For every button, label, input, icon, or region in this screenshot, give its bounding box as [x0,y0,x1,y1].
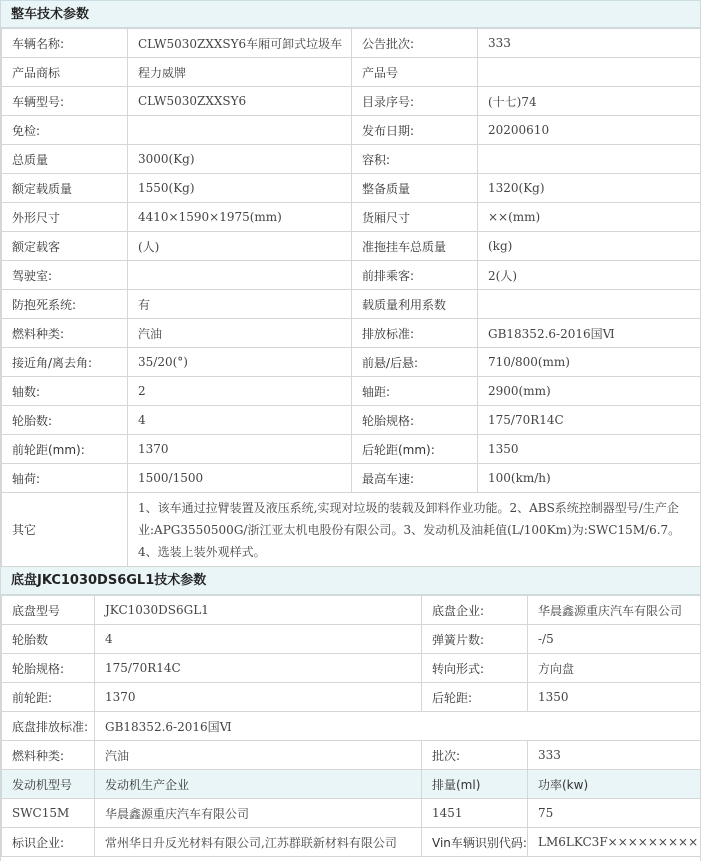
field-label: 防抱死系统: [2,290,128,319]
field-value: 2(人) [478,261,701,290]
field-label: 前轮距(mm): [2,435,128,464]
field-label: 后轮距(mm): [352,435,478,464]
field-value: 4 [128,406,352,435]
vehicle-spec-table [1,28,701,567]
table-row [2,596,701,625]
field-label: 底盘型号 [2,596,95,625]
field-label: SWC15M [2,799,95,828]
field-value: 333 [478,29,701,58]
field-label: 燃料种类: [2,741,95,770]
field-value: 35/20(°) [128,348,352,377]
field-value: 发动机生产企业 [95,770,422,799]
field-value: 175/70R14C [95,654,422,683]
field-value: 有 [128,290,352,319]
field-label: 后轮距: [422,683,528,712]
field-label: 轮胎规格: [2,654,95,683]
field-label: 发动机型号 [2,770,95,799]
table-row-fuel [2,741,701,770]
chassis-spec-table [1,595,701,857]
field-label: 轮胎数: [2,406,128,435]
field-value: GB18352.6-2016国Ⅵ [95,712,701,741]
field-label: 驾驶室: [2,261,128,290]
table-row [2,174,701,203]
field-value: ××(mm) [478,203,701,232]
field-label: 批次: [422,741,528,770]
field-value: 4 [95,625,422,654]
table-row [2,683,701,712]
field-value: 710/800(mm) [478,348,701,377]
field-label: 产品商标 [2,58,128,87]
field-value [478,145,701,174]
field-value: 方向盘 [528,654,701,683]
field-label: 整备质量 [352,174,478,203]
field-label: 发布日期: [352,116,478,145]
table-row-marker [2,828,701,857]
field-label: 轮胎数 [2,625,95,654]
field-label: 轮胎规格: [352,406,478,435]
field-label: 前轮距: [2,683,95,712]
field-value: 1350 [528,683,701,712]
field-value: 1370 [128,435,352,464]
field-label: 车辆名称: [2,29,128,58]
field-value: 常州华日升反光材料有限公司,江苏群联新材料有限公司 [95,828,422,857]
field-value: 175/70R14C [478,406,701,435]
field-value: 100(km/h) [478,464,701,493]
field-value: 功率(kw) [528,770,701,799]
table-row [2,319,701,348]
field-label: 车辆型号: [2,87,128,116]
field-label: 额定载客 [2,232,128,261]
field-value: 1370 [95,683,422,712]
field-value [478,58,701,87]
table-row [2,203,701,232]
field-label: 底盘企业: [422,596,528,625]
field-label: 外形尺寸 [2,203,128,232]
section-title-vehicle: 整车技术参数 [1,0,700,28]
field-value: (十七)74 [478,87,701,116]
table-row-emission [2,712,701,741]
field-value: CLW5030ZXXSY6车厢可卸式垃圾车 [128,29,352,58]
field-label: 载质量利用系数 [352,290,478,319]
table-row-engine-header [2,770,701,799]
table-row [2,464,701,493]
section-title-chassis: 底盘JKC1030DS6GL1技术参数 [1,567,700,595]
table-row [2,29,701,58]
field-value: (kg) [478,232,701,261]
field-value [128,116,352,145]
field-label: 底盘排放标准: [2,712,95,741]
field-value: 333 [528,741,701,770]
field-label: 轴荷: [2,464,128,493]
field-value: 1320(Kg) [478,174,701,203]
field-value: 汽油 [95,741,422,770]
field-label: Vin车辆识别代码: [422,828,528,857]
field-value: 2900(mm) [478,377,701,406]
field-value: 20200610 [478,116,701,145]
field-label: 目录序号: [352,87,478,116]
table-row [2,435,701,464]
field-value: 4410×1590×1975(mm) [128,203,352,232]
field-value: 2 [128,377,352,406]
field-value: (人) [128,232,352,261]
field-value: LM6LKC3F××××××××× [528,828,701,857]
field-label: 转向形式: [422,654,528,683]
field-label: 排放标准: [352,319,478,348]
field-value: 汽油 [128,319,352,348]
field-label: 货厢尺寸 [352,203,478,232]
table-row-engine [2,799,701,828]
table-row [2,58,701,87]
field-value: 程力威牌 [128,58,352,87]
table-row [2,116,701,145]
field-value: 1500/1500 [128,464,352,493]
other-text: 1、该车通过拉臂装置及液压系统,实现对垃圾的装载及卸料作业功能。2、ABS系统控制器型号/生产企业:APG3550500G/浙江亚太机电股份有限公司。3、发动机及油耗值(L/100Km)为:SWC15M/6.7。4、选装上装外观样式。 [128,493,701,567]
field-label: 准拖挂车总质量 [352,232,478,261]
table-row [2,625,701,654]
field-label: 容积: [352,145,478,174]
field-label: 前排乘客: [352,261,478,290]
field-value [128,261,352,290]
field-value: 3000(Kg) [128,145,352,174]
field-value: 华晨鑫源重庆汽车有限公司 [95,799,422,828]
field-value: GB18352.6-2016国Ⅵ [478,319,701,348]
field-label: 轴数: [2,377,128,406]
table-row [2,377,701,406]
table-row [2,145,701,174]
field-label: 前悬/后悬: [352,348,478,377]
field-label: 轴距: [352,377,478,406]
field-label: 免检: [2,116,128,145]
table-row [2,261,701,290]
field-value: 华晨鑫源重庆汽车有限公司 [528,596,701,625]
field-label: 燃料种类: [2,319,128,348]
table-row [2,406,701,435]
field-value: CLW5030ZXXSY6 [128,87,352,116]
table-row [2,654,701,683]
field-label: 1451 [422,799,528,828]
field-label: 接近角/离去角: [2,348,128,377]
table-row [2,87,701,116]
field-label: 最高车速: [352,464,478,493]
field-label: 公告批次: [352,29,478,58]
table-row [2,348,701,377]
field-value: 1550(Kg) [128,174,352,203]
field-label: 排量(ml) [422,770,528,799]
field-label: 总质量 [2,145,128,174]
field-value: 75 [528,799,701,828]
field-value: 1350 [478,435,701,464]
field-value: -/5 [528,625,701,654]
table-row [2,232,701,261]
other-label: 其它 [2,493,128,567]
field-label: 产品号 [352,58,478,87]
field-label: 额定载质量 [2,174,128,203]
table-row [2,290,701,319]
field-value [478,290,701,319]
field-label: 弹簧片数: [422,625,528,654]
field-value: JKC1030DS6GL1 [95,596,422,625]
table-row-other [2,493,701,567]
field-label: 标识企业: [2,828,95,857]
